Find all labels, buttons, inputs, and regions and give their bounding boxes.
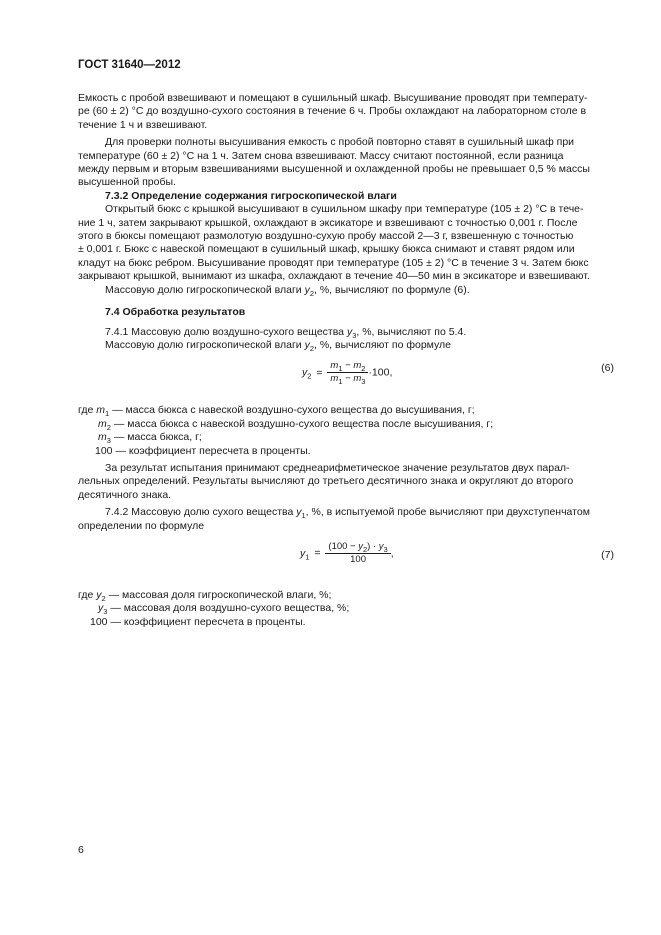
- paragraph-7-4-2: 7.4.2 Массовую долю сухого вещества $y_1$, %, в испытуемой пробе вычисляют при двухступенчатом определении по формуле: [78, 506, 590, 532]
- definition-m3: $m_3$ — масса бюкса, г;: [98, 431, 202, 446]
- text-line: Емкость с пробой взвешивают и помещают в сушильный шкаф. Высушивание проводят при температу-: [78, 92, 588, 104]
- formula-7-definitions: [78, 589, 614, 629]
- formula-7-fraction: $\frac{(100 - y_2) \cdot y_3}{100}$: [325, 541, 390, 566]
- text-line: десятичного знака.: [78, 488, 172, 501]
- paragraph-result-averaging: [78, 462, 614, 502]
- paragraph-hygroscopic-moisture: [78, 203, 614, 283]
- definition-100: 100 — коэффициент пересчета в проценты.: [90, 615, 306, 628]
- text-line: ние 1 ч, затем закрывают крышкой, охлаждают в эксикаторе и взвешивают с точностью 0,001 г. После: [78, 216, 578, 229]
- paragraph-drying-check: [78, 136, 614, 190]
- definition-m2: $m_2$ — масса бюкса с навеской воздушно-сухого вещества после высушивания, г;: [98, 417, 494, 432]
- definition-y2: где $y_2$ — массовая доля гигроскопической влаги, %;: [78, 588, 332, 603]
- document-code: ГОСТ 31640—2012: [78, 59, 181, 71]
- formula-6-number: (6): [601, 362, 614, 375]
- definition-100: 100 — коэффициент пересчета в проценты.: [95, 444, 311, 457]
- text-line: Открытый бюкс с крышкой высушивают в сушильном шкафу при температуре (105 ± 2) °С в тече-: [105, 203, 584, 216]
- text-line: лельных определений. Результаты вычисляют до третьего десятичного знака и округляют до второго: [78, 475, 574, 488]
- paragraph-formula-6-reference: Массовую долю гигроскопической влаги $y_2$, %, вычисляют по формуле (6).: [105, 283, 470, 298]
- section-heading-7-4: 7.4 Обработка результатов: [105, 306, 246, 319]
- text-line: ± 0,001 г. Бюкс с навеской помещают в сушильный шкаф, крышку бюкса снимают и ставят рядом или: [78, 243, 575, 256]
- paragraph-drying-procedure: [78, 92, 614, 132]
- paragraph-formula-intro: Массовую долю гигроскопической влаги $y_2$, %, вычисляют по формуле: [105, 338, 451, 353]
- text-line: температуре (60 ± 2) °С на 1 ч. Затем снова взвешивают. Массу считают постоянной, если разница: [78, 149, 564, 162]
- formula-6: $y_2$ = $\frac{m_1 - m_2}{m_1 - m_3}$ ·100, (6): [302, 360, 614, 387]
- page-number: 6: [78, 844, 84, 856]
- text-line: закрывают крышкой, вынимают из шкафа, охлаждают в течение 40—50 мин в эксикаторе и взвешивают.: [78, 270, 590, 283]
- text-line: между первым и вторым взвешиваниями высушенной и охлажденной пробы не превышает 0,5 % массы: [78, 163, 590, 176]
- section-heading-7-3-2: 7.3.2 Определение содержания гигроскопической влаги: [105, 189, 397, 202]
- text-line: высушенной пробы.: [78, 176, 176, 189]
- definition-y3: $y_3$ — массовая доля воздушно-сухого вещества, %;: [98, 602, 350, 617]
- text-line: За результат испытания принимают среднеарифметическое значение результатов двух парал-: [105, 461, 570, 474]
- formula-7: $y_1$ = $\frac{(100 - y_2) \cdot y_3}{100}$ , (7): [300, 540, 614, 565]
- text-line: этого в бюксы помещают размолотую воздушно-сухую пробу массой 2—3 г, взвешенную с точностью: [78, 230, 574, 243]
- text-line: Для проверки полноты высушивания емкость с пробой повторно ставят в сушильный шкаф при: [105, 136, 575, 149]
- text-line: течение 1 ч и взвешивают.: [78, 118, 208, 131]
- text-line: ре (60 ± 2) °С до воздушно-сухого состояния в течение 6 ч. Пробы охлаждают на лабораторном столе в: [78, 105, 587, 118]
- formula-6-fraction: $\frac{m_1 - m_2}{m_1 - m_3}$: [327, 360, 368, 385]
- formula-7-number: (7): [601, 548, 614, 561]
- definition-m1: где $m_1$ — масса бюкса с навеской воздушно-сухого вещества до высушивания, г;: [78, 404, 475, 419]
- document-body: [78, 92, 614, 629]
- formula-6-definitions: [78, 404, 614, 458]
- text-line: кладут на бюкс ребром. Высушивание проводят при температуре (105 ± 2) °С в течение 3 ч. Затем бюкс: [78, 256, 589, 269]
- paragraph-7-4-1: 7.4.1 Массовую долю воздушно-сухого вещества $y_3$, %, вычисляют по 5.4.: [105, 325, 467, 340]
